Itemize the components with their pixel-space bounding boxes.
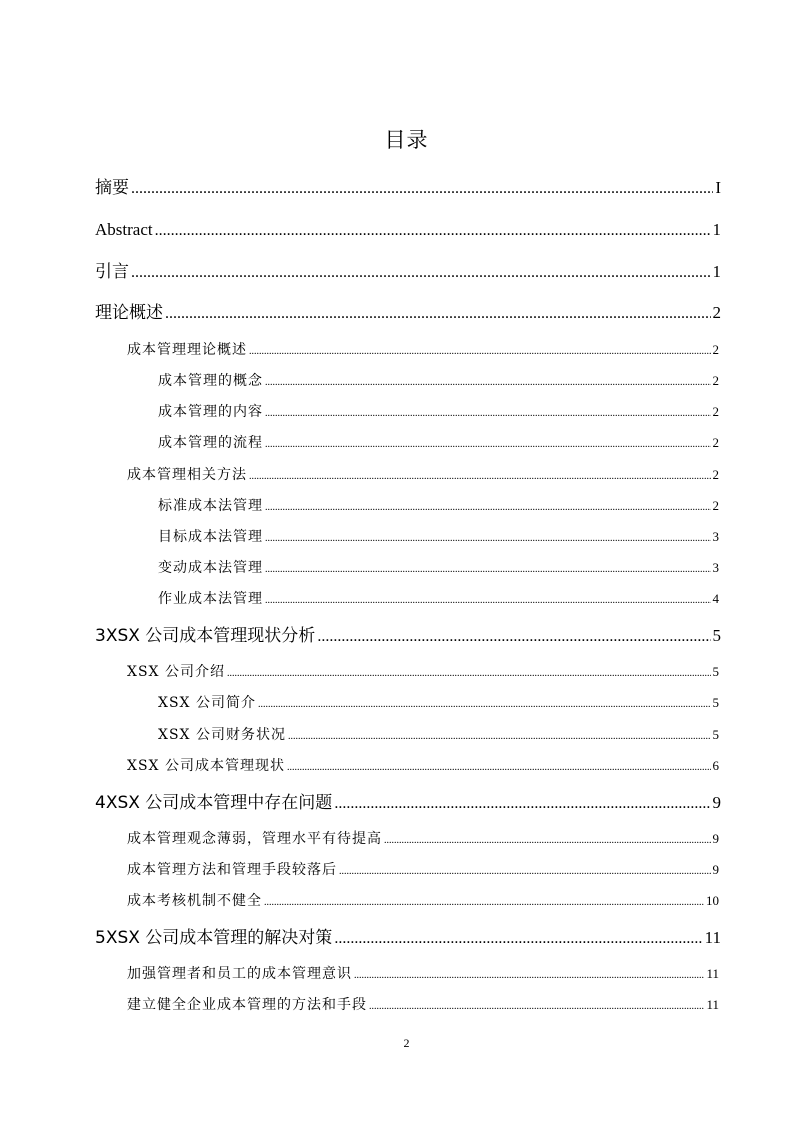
toc-entry[interactable] — [127, 661, 719, 683]
toc-entry-theory[interactable] — [95, 300, 721, 326]
dot-leader — [265, 434, 711, 454]
toc-entry-label: 引言 — [95, 262, 129, 282]
dot-leader — [265, 372, 711, 392]
toc-entry-introduction[interactable] — [95, 259, 721, 285]
toc-entry-page: 2 — [712, 498, 719, 513]
toc-entry-chapter-4[interactable] — [95, 790, 721, 816]
footer-page-number: 2 — [403, 1036, 410, 1050]
toc-entry-label: 4XSX 公司成本管理中存在问题 — [95, 793, 333, 813]
toc-entry[interactable] — [158, 370, 719, 392]
toc-entry-abstract-cn[interactable] — [95, 175, 721, 201]
dot-leader — [265, 403, 711, 423]
toc-entry-abstract-en[interactable] — [95, 217, 721, 243]
toc-entry-page: 1 — [712, 220, 721, 239]
toc-entry-page: 2 — [712, 404, 719, 419]
toc-entry-page: 11 — [704, 928, 721, 947]
toc-entry-page: 5 — [712, 727, 719, 742]
dot-leader — [249, 341, 711, 361]
toc-entry-label: 加强管理者和员工的成本管理意识 — [127, 966, 352, 982]
dot-leader — [334, 926, 702, 951]
toc-entry-page: 6 — [712, 758, 719, 773]
toc-entry-page: I — [715, 178, 721, 197]
toc-entry-page: 1 — [712, 262, 721, 281]
toc-entry-label: 成本管理观念薄弱，管理水平有待提高 — [127, 831, 382, 847]
toc-entry-page: 3 — [712, 529, 719, 544]
dot-leader — [131, 176, 713, 201]
toc-entry[interactable] — [127, 339, 719, 361]
toc-entry-label: 成本管理方法和管理手段较落后 — [127, 862, 337, 878]
toc-entry-page: 2 — [712, 303, 721, 322]
toc-entry-label: XSX 公司介绍 — [127, 664, 225, 680]
toc-entry-label: XSX 公司简介 — [158, 695, 256, 711]
dot-leader — [265, 528, 711, 548]
dot-leader — [288, 726, 711, 746]
toc-entry-label: XSX 公司财务状况 — [158, 727, 286, 743]
toc-entry[interactable] — [127, 464, 719, 486]
toc-entry-label: 标准成本法管理 — [158, 498, 263, 514]
toc-entry[interactable] — [127, 994, 719, 1016]
toc-entry[interactable] — [158, 557, 719, 579]
toc-entry-label: 3XSX 公司成本管理现状分析 — [95, 626, 316, 646]
toc-entry-page: 4 — [712, 591, 719, 606]
toc-entry-label: 变动成本法管理 — [158, 560, 263, 576]
dot-leader — [227, 663, 711, 683]
dot-leader — [339, 861, 711, 881]
toc-entry[interactable] — [127, 859, 719, 881]
toc-entry-page: 5 — [712, 695, 719, 710]
toc-entry-chapter-5[interactable] — [95, 925, 721, 951]
toc-entry[interactable] — [158, 692, 719, 714]
dot-leader — [249, 466, 711, 486]
dot-leader — [354, 965, 704, 985]
dot-leader — [287, 757, 711, 777]
toc-entry-label: XSX 公司成本管理现状 — [127, 758, 285, 774]
toc-entry-page: 5 — [712, 626, 721, 645]
toc-entry-page: 9 — [712, 793, 721, 812]
toc-entry-label: 理论概述 — [95, 303, 163, 323]
toc-entry[interactable] — [158, 588, 719, 610]
toc-entry-label: 成本考核机制不健全 — [127, 893, 262, 909]
page-title: 目录 — [384, 128, 429, 152]
toc-entry-label: 建立健全企业成本管理的方法和手段 — [127, 997, 367, 1013]
toc-entry-page: 5 — [712, 664, 719, 679]
toc-entry[interactable] — [127, 890, 719, 912]
toc-entry-label: Abstract — [95, 220, 153, 239]
toc-entry-page: 10 — [706, 893, 719, 908]
dot-leader — [334, 791, 710, 816]
toc-entry-page: 9 — [712, 862, 719, 877]
toc-entry[interactable] — [158, 724, 719, 746]
dot-leader — [369, 996, 704, 1016]
toc-entry-chapter-3[interactable] — [95, 623, 721, 649]
toc-entry[interactable] — [127, 755, 719, 777]
toc-entry-page: 2 — [712, 342, 719, 357]
toc-entry-page: 3 — [712, 560, 719, 575]
toc-entry-page: 11 — [706, 966, 719, 981]
dot-leader — [165, 301, 711, 326]
dot-leader — [265, 497, 711, 517]
toc-entry-label: 成本管理的流程 — [158, 435, 263, 451]
toc-entry[interactable] — [158, 432, 719, 454]
dot-leader — [258, 694, 711, 714]
toc-entry-page: 2 — [712, 467, 719, 482]
toc-entry[interactable] — [127, 963, 719, 985]
toc-entry[interactable] — [158, 526, 719, 548]
toc-entry-label: 成本管理相关方法 — [127, 467, 247, 483]
toc-entry-label: 成本管理理论概述 — [127, 342, 247, 358]
toc-entry[interactable] — [158, 495, 719, 517]
toc-entry[interactable] — [158, 401, 719, 423]
toc-entry-label: 成本管理的概念 — [158, 373, 263, 389]
dot-leader — [317, 624, 710, 649]
dot-leader — [264, 892, 704, 912]
toc-entry-label: 目标成本法管理 — [158, 529, 263, 545]
toc-entry-page: 9 — [712, 831, 719, 846]
dot-leader — [131, 260, 711, 285]
toc-entry-label: 成本管理的内容 — [158, 404, 263, 420]
toc-entry-label: 5XSX 公司成本管理的解决对策 — [95, 928, 333, 948]
toc-entry-label: 摘要 — [95, 178, 129, 198]
toc-entry-page: 2 — [712, 435, 719, 450]
toc-entry-page: 11 — [706, 997, 719, 1012]
dot-leader — [384, 830, 711, 850]
dot-leader — [155, 218, 711, 243]
toc-entry-label: 作业成本法管理 — [158, 591, 263, 607]
dot-leader — [265, 590, 711, 610]
toc-entry-page: 2 — [712, 373, 719, 388]
dot-leader — [265, 559, 711, 579]
toc-entry[interactable] — [127, 828, 719, 850]
